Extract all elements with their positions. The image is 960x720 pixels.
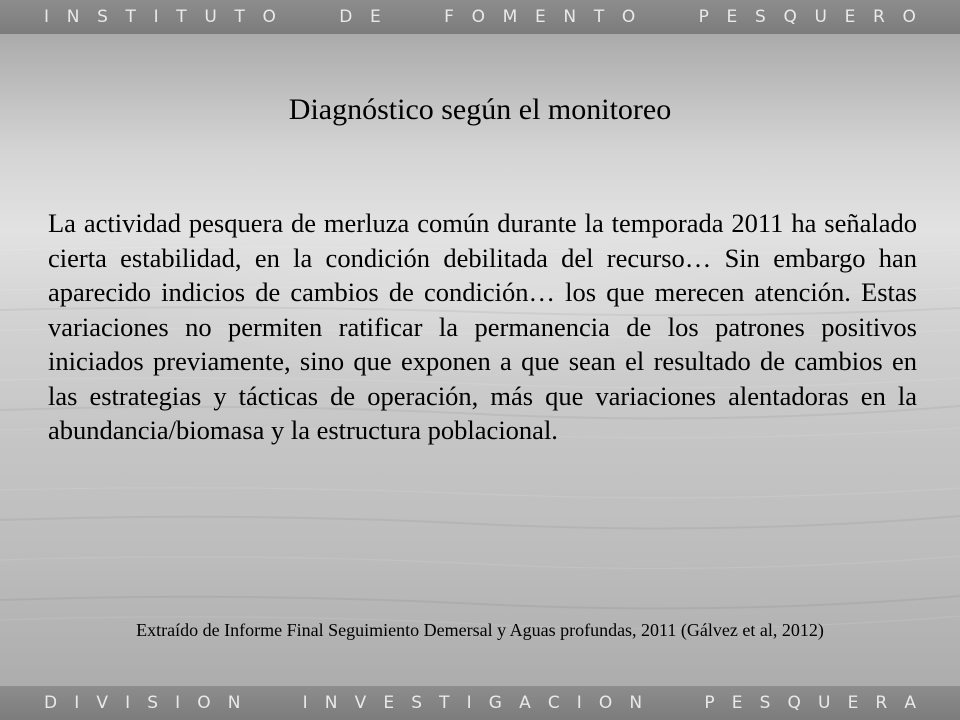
footer-band-letter: O [598,693,613,713]
header-band-letter: Q [783,7,797,27]
header-band-letter: O [262,7,276,27]
footer-band-letter: I [302,693,308,713]
footer-band-letter: O [197,693,211,713]
slide-title: Diagnóstico según el monitoreo [288,93,672,126]
header-band-letter: S [754,7,766,27]
header-band-letter: T [176,7,187,27]
footer-band-letter: V [96,693,108,713]
header-band-letter: R [873,7,885,27]
footer-band-letter: Q [787,693,801,713]
footer-band-letter: I [175,693,181,713]
footer-band-letter: E [383,693,395,713]
header-band-letter: E [535,7,546,27]
footer-band-letter: P [704,693,715,713]
footer-band-letter: N [227,693,241,713]
header-band-letter: U [204,7,217,27]
footer-band-letter: S [147,693,158,713]
footer-band-letter: U [818,693,831,713]
header-band-letter: N [66,7,80,27]
footer-band-letter: I [125,693,131,713]
footer-band-letter: A [904,693,916,713]
footer-band-letter: T [439,693,450,713]
header-band-letter: O [621,7,636,27]
footer-band-letter: N [324,693,338,713]
header-band-letter: O [902,7,916,27]
footer-band-letter: S [759,693,771,713]
header-band-letter: D [339,7,353,27]
footer-band-letter: G [488,693,502,713]
header-band-letter: P [698,7,709,27]
header-band-letter: M [502,7,518,27]
footer-band-letter: N [629,693,643,713]
header-band-letter: I [44,7,50,27]
footer-band-letter: E [847,693,859,713]
footer-band-letter: D [44,693,58,713]
header-band-letter: N [563,7,577,27]
footer-band-letter: I [74,693,80,713]
footer-band-letter: V [354,693,367,713]
footer-band-letter: S [411,693,423,713]
header-band-letter: E [726,7,738,27]
header-band-letter: T [125,7,136,27]
footer-band-letter: C [547,693,560,713]
footer-band-letter: I [576,693,582,713]
header-band-letter: S [97,7,108,27]
header-band [0,0,960,34]
footer-band-letter: I [466,693,472,713]
body-paragraph: La actividad pesquera de merluza común durante la temporada 2011 ha señalado cierta estabilidad, en la condición debilitada del recurso… Sin embargo han aparecido indicios de cambios de condición… los que merecen atención. Estas variaciones no permiten ratificar la permanencia de los patrones positivos iniciados previamente, sino que exponen a que sean el resultado de cambios en las estrategias y tácticas de operación, más que variaciones alentadoras en la abundancia/biomasa y la estructura poblacional. [48,208,917,445]
header-band-letter: E [844,7,856,27]
header-band-letter: U [814,7,827,27]
footer-band-letter: A [519,693,531,713]
footer-band-letter: E [731,693,743,713]
header-band-letter: T [593,7,605,27]
header-band-letter: T [234,7,245,27]
footer-band [0,686,960,720]
header-band-letter: E [370,7,381,27]
source-citation: Extraído de Informe Final Seguimiento Demersal y Aguas profundas, 2011 (Gálvez et al, 2012) [136,620,824,640]
footer-band-letter: R [875,693,888,713]
header-band-letter: O [471,7,485,27]
header-band-letter: I [153,7,159,27]
header-band-letter: F [444,7,454,27]
